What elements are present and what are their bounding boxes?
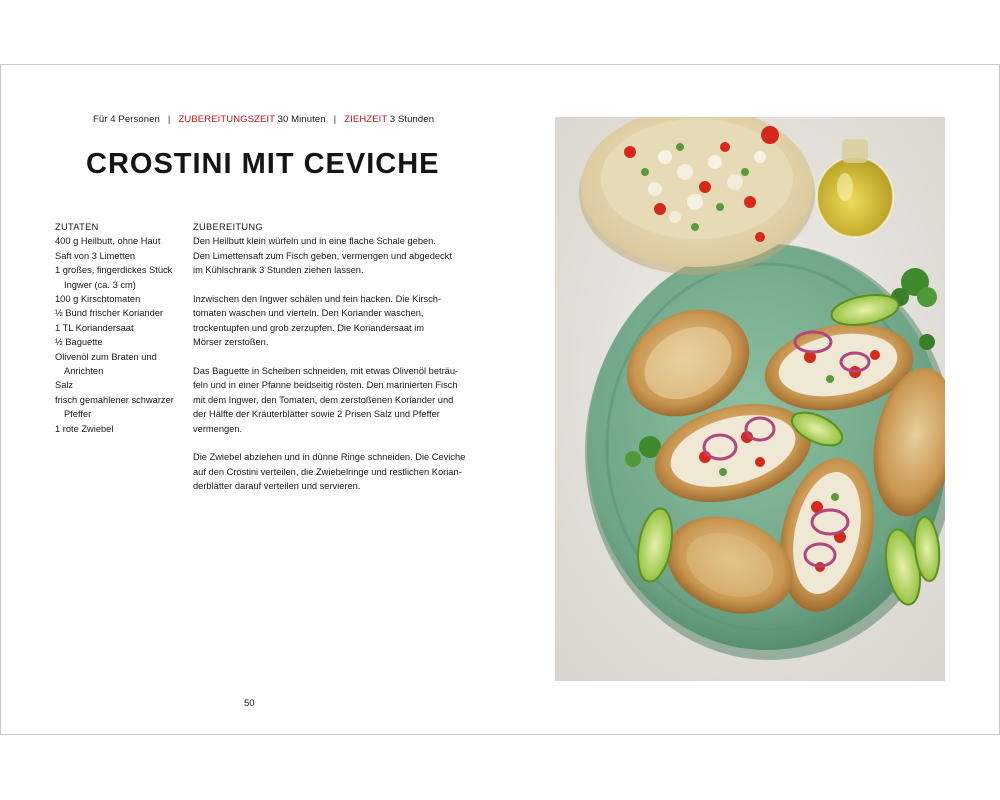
recipe-title: CROSTINI MIT CEVICHE <box>86 148 440 180</box>
meta-separator: | <box>167 114 171 125</box>
ingredient-line: 1 rote Zwiebel <box>55 423 114 434</box>
prep-label: ZUBEREITUNGSZEIT <box>178 114 275 125</box>
text-line: derblätter darauf verteilen und servieren. <box>193 481 361 492</box>
servings: Für 4 Personen <box>93 114 160 125</box>
ingredient-line: Anrichten <box>64 366 104 377</box>
ingredient-line: Pfeffer <box>64 409 92 420</box>
text-line: auf den Crostini verteilen, die Zwiebelringe und restlichen Korian- <box>193 466 462 477</box>
preparation-paragraph <box>193 234 453 277</box>
preparation-heading: ZUBEREITUNG <box>193 222 263 232</box>
preparation-paragraph <box>193 292 453 350</box>
ingredient-line: Salz <box>55 380 74 391</box>
ingredients-column <box>55 220 180 436</box>
food-photo <box>555 117 945 681</box>
text-line: im Kühlschrank 3 Stunden ziehen lassen. <box>193 265 364 276</box>
text-line: feln und in einer Pfanne beidseitig rösten. Den marinierten Fisch <box>193 380 458 391</box>
text-line: mit dem Ingwer, den Tomaten, dem zerstoßenen Koriander und <box>193 394 454 405</box>
marinate-label: ZIEHZEIT <box>344 114 388 125</box>
recipe-meta <box>93 114 434 125</box>
ingredient-line: Ingwer (ca. 3 cm) <box>64 279 136 290</box>
ingredient-line: 100 g Kirschtomaten <box>55 294 141 305</box>
prep-value: 30 Minuten <box>277 114 326 125</box>
meta-separator: | <box>333 114 337 125</box>
ingredient-line: Saft von 3 Limetten <box>55 250 136 261</box>
ingredient-line: frisch gemahlener schwarzer <box>55 394 174 405</box>
marinate-value: 3 Stunden <box>389 114 435 125</box>
preparation-paragraph <box>193 450 466 493</box>
text-line: der Hälfte der Kräuterblätter sowie 2 Prisen Salz und Pfeffer <box>193 409 440 420</box>
ingredient-line: 1 TL Koriandersaat <box>55 322 134 333</box>
ingredients-heading: ZUTATEN <box>55 222 99 232</box>
page-number: 50 <box>244 698 255 709</box>
text-line: tomaten waschen und vierteln. Den Koriander waschen, <box>193 308 424 319</box>
ingredient-line: 1 großes, fingerdickes Stück <box>55 265 173 276</box>
ceviche-bowl <box>579 117 815 275</box>
text-line: Mörser zerstoßen. <box>193 337 269 348</box>
text-line: Den Limettensaft zum Fisch geben, vermengen und abgedeckt <box>193 250 452 261</box>
text-line: Den Heilbutt klein würfeln und in eine flache Schale geben. <box>193 236 436 247</box>
text-line: Die Zwiebel abziehen und in dünne Ringe schneiden. Die Ceviche <box>193 452 466 463</box>
text-line: trockentupfen und grob zerzupfen. Die Koriandersaat im <box>193 322 425 333</box>
ingredient-line: ½ Baguette <box>55 337 103 348</box>
ingredient-line: 400 g Heilbutt, ohne Haut <box>55 236 161 247</box>
ingredient-line: ½ Bund frischer Koriander <box>55 308 164 319</box>
text-line: Inzwischen den Ingwer schälen und fein hacken. Die Kirsch- <box>193 294 442 305</box>
preparation-column <box>193 220 466 508</box>
text-line: vermengen. <box>193 423 243 434</box>
text-line: Das Baguette in Scheiben schneiden, mit etwas Olivenöl beträu- <box>193 366 459 377</box>
ingredient-line: Olivenöl zum Braten und <box>55 351 157 362</box>
preparation-paragraph <box>193 364 459 436</box>
